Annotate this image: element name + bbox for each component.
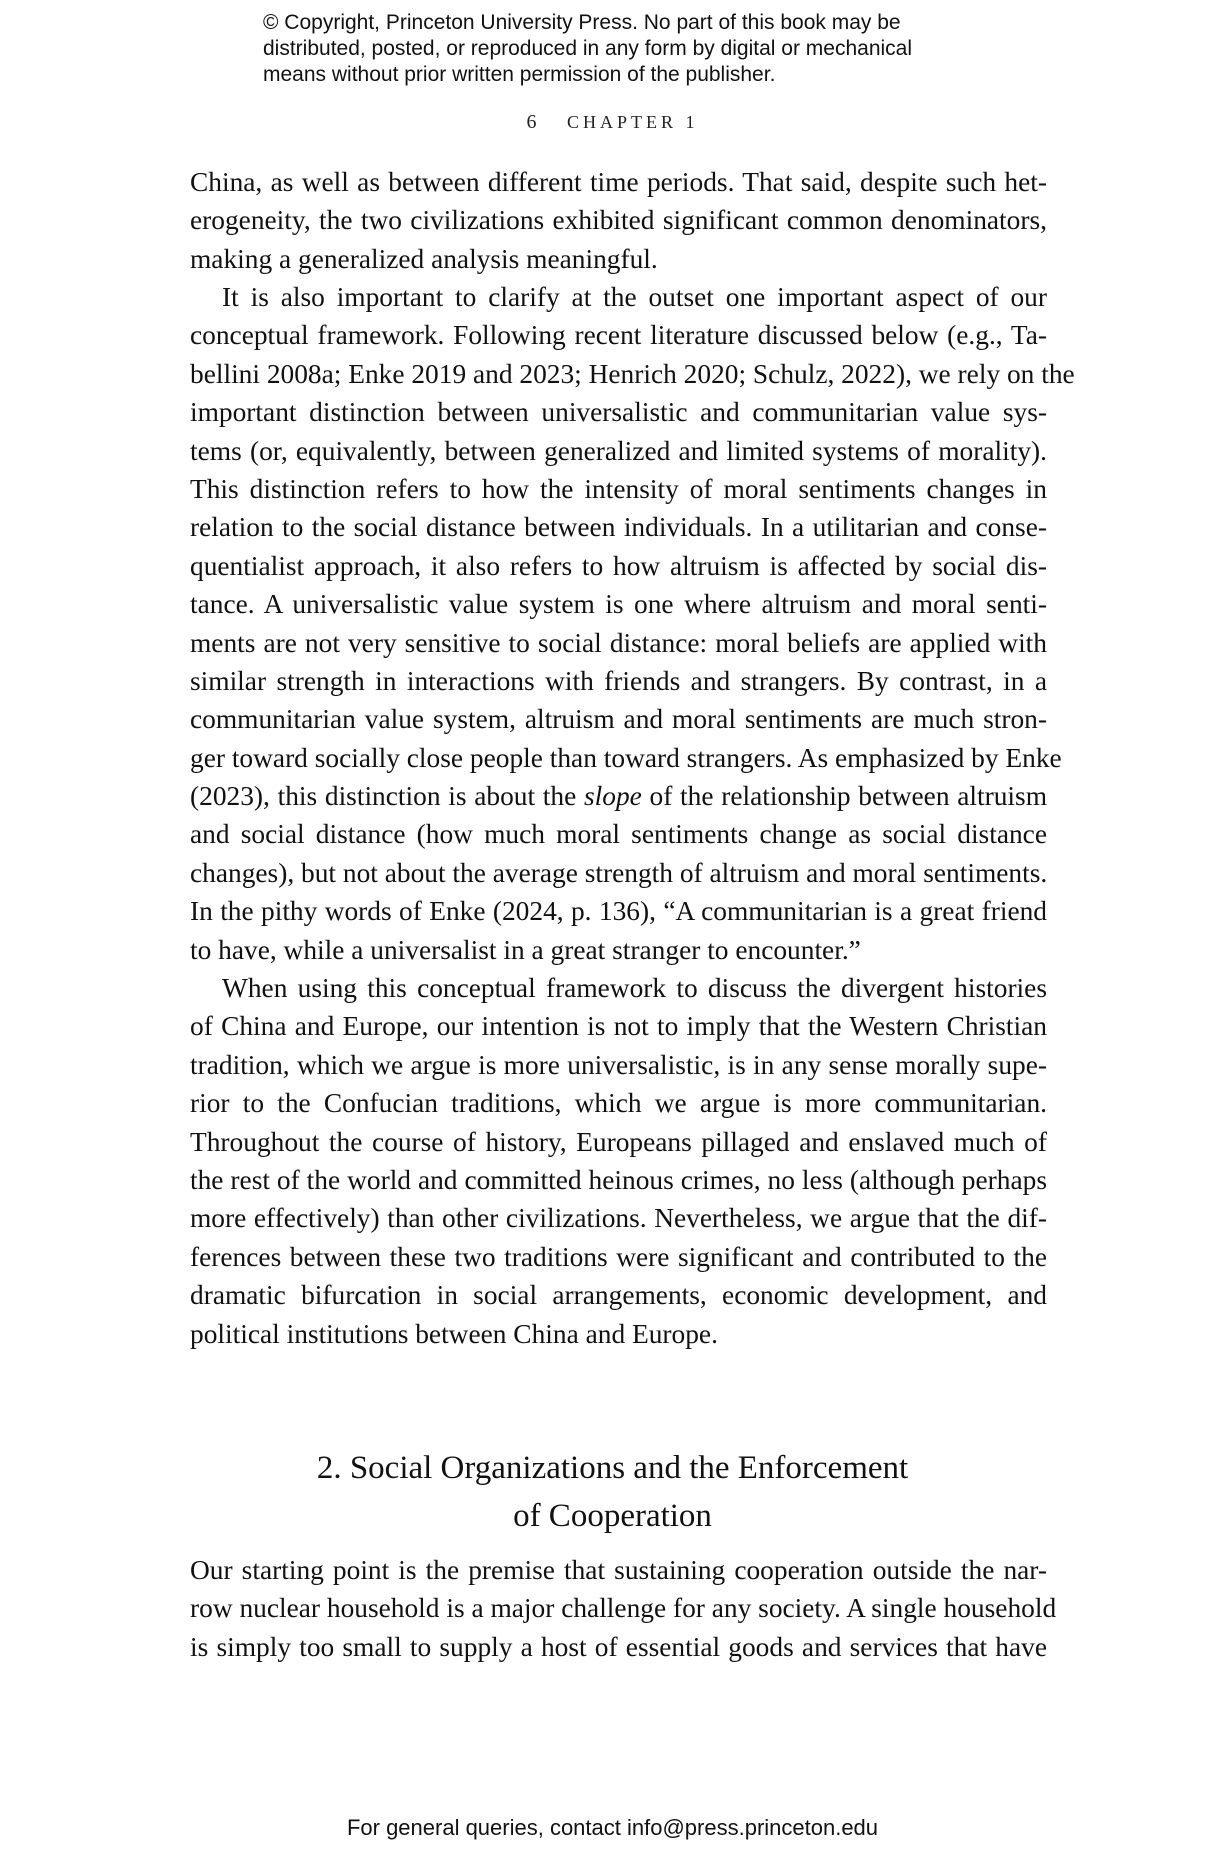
- paragraph-2: [190, 278, 1075, 969]
- text-line: tance. A universalistic value system is one where altruism and moral senti-: [190, 589, 1047, 620]
- slope-italic: slope: [583, 781, 642, 812]
- copyright-line: distributed, posted, or reproduced in any form by digital or mechanical: [263, 37, 913, 60]
- paragraph-4: [190, 1551, 1057, 1666]
- text-line: In the pithy words of Enke (2024, p. 136), “A communitarian is a great friend: [190, 896, 1047, 927]
- section-heading: [0, 1444, 1225, 1540]
- text-line: This distinction refers to how the intensity of moral sentiments changes in: [190, 473, 1047, 504]
- text-line: to have, while a universalist in a great stranger to encounter.”: [190, 934, 861, 965]
- copyright-notice: [263, 10, 1023, 88]
- text-line: tems (or, equivalently, between generalized and limited systems of morality).: [190, 435, 1047, 466]
- text-line: erogeneity, the two civilizations exhibited significant common denominators,: [190, 205, 1047, 236]
- text-line: ferences between these two traditions were significant and contributed to the: [190, 1241, 1047, 1272]
- text-line: relation to the social distance between individuals. In a utilitarian and conse-: [190, 512, 1047, 543]
- page-number: 6: [526, 111, 537, 133]
- footer-contact: For general queries, contact info@press.princeton.edu: [346, 1815, 879, 1840]
- paragraph-3: [190, 969, 1047, 1353]
- text-line: conceptual framework. Following recent literature discussed below (e.g., Ta-: [190, 320, 1047, 351]
- text-line: When using this conceptual framework to discuss the divergent histories: [222, 973, 1047, 1003]
- text-line: Throughout the course of history, Europeans pillaged and enslaved much of: [190, 1126, 1047, 1157]
- text-line: the rest of the world and committed heinous crimes, no less (although perhaps: [190, 1164, 1047, 1195]
- text-line: is simply too small to supply a host of essential goods and services that have: [190, 1631, 1047, 1662]
- text-line: ments are not very sensitive to social distance: moral beliefs are applied with: [190, 627, 1047, 658]
- text-line: and social distance (how much moral sentiments change as social distance: [190, 819, 1047, 850]
- text-line: making a generalized analysis meaningful.: [190, 243, 658, 274]
- text-line: Our starting point is the premise that sustaining cooperation outside the nar-: [190, 1555, 1047, 1585]
- slope-line-before: (2023), this distinction is about the: [190, 781, 584, 812]
- text-line: ger toward socially close people than toward strangers. As emphasized by Enke: [190, 742, 1062, 773]
- text-line: of China and Europe, our intention is not to imply that the Western Christian: [190, 1011, 1047, 1042]
- text-line: communitarian value system, altruism and moral sentiments are much stron-: [190, 704, 1047, 735]
- text-line: dramatic bifurcation in social arrangements, economic development, and: [190, 1280, 1047, 1311]
- text-line: important distinction between universalistic and communitarian value sys-: [190, 397, 1047, 428]
- text-line-slope: [190, 777, 1047, 815]
- text-line: political institutions between China and Europe.: [190, 1318, 718, 1349]
- running-head: [0, 111, 1225, 134]
- text-line: row nuclear household is a major challenge for any society. A single household: [190, 1593, 1057, 1624]
- copyright-line: © Copyright, Princeton University Press. No part of this book may be: [263, 11, 901, 34]
- paragraph-1: [190, 163, 1047, 278]
- text-line: China, as well as between different time periods. That said, despite such het-: [190, 167, 1047, 197]
- text-line: similar strength in interactions with friends and strangers. By contrast, in a: [190, 665, 1047, 696]
- copyright-line: means without prior written permission of the publisher.: [263, 63, 776, 86]
- text-line: It is also important to clarify at the outset one important aspect of our: [222, 282, 1047, 312]
- text-line: tradition, which we argue is more universalistic, is in any sense morally supe-: [190, 1049, 1047, 1080]
- chapter-label: CHAPTER 1: [566, 112, 699, 132]
- text-line: rior to the Confucian traditions, which we argue is more communitarian.: [190, 1088, 1047, 1119]
- section-heading-line: 2. Social Organizations and the Enforcement: [316, 1450, 909, 1486]
- text-line: quentialist approach, it also refers to how altruism is affected by social dis-: [190, 550, 1047, 581]
- text-line: bellini 2008a; Enke 2019 and 2023; Henrich 2020; Schulz, 2022), we rely on the: [190, 358, 1075, 389]
- text-line: more effectively) than other civilizations. Nevertheless, we argue that the dif-: [190, 1203, 1047, 1234]
- slope-line-after: of the relationship between altruism: [641, 781, 1048, 812]
- section-heading-line: of Cooperation: [513, 1498, 712, 1534]
- text-line: changes), but not about the average strength of altruism and moral sentiments.: [190, 857, 1048, 888]
